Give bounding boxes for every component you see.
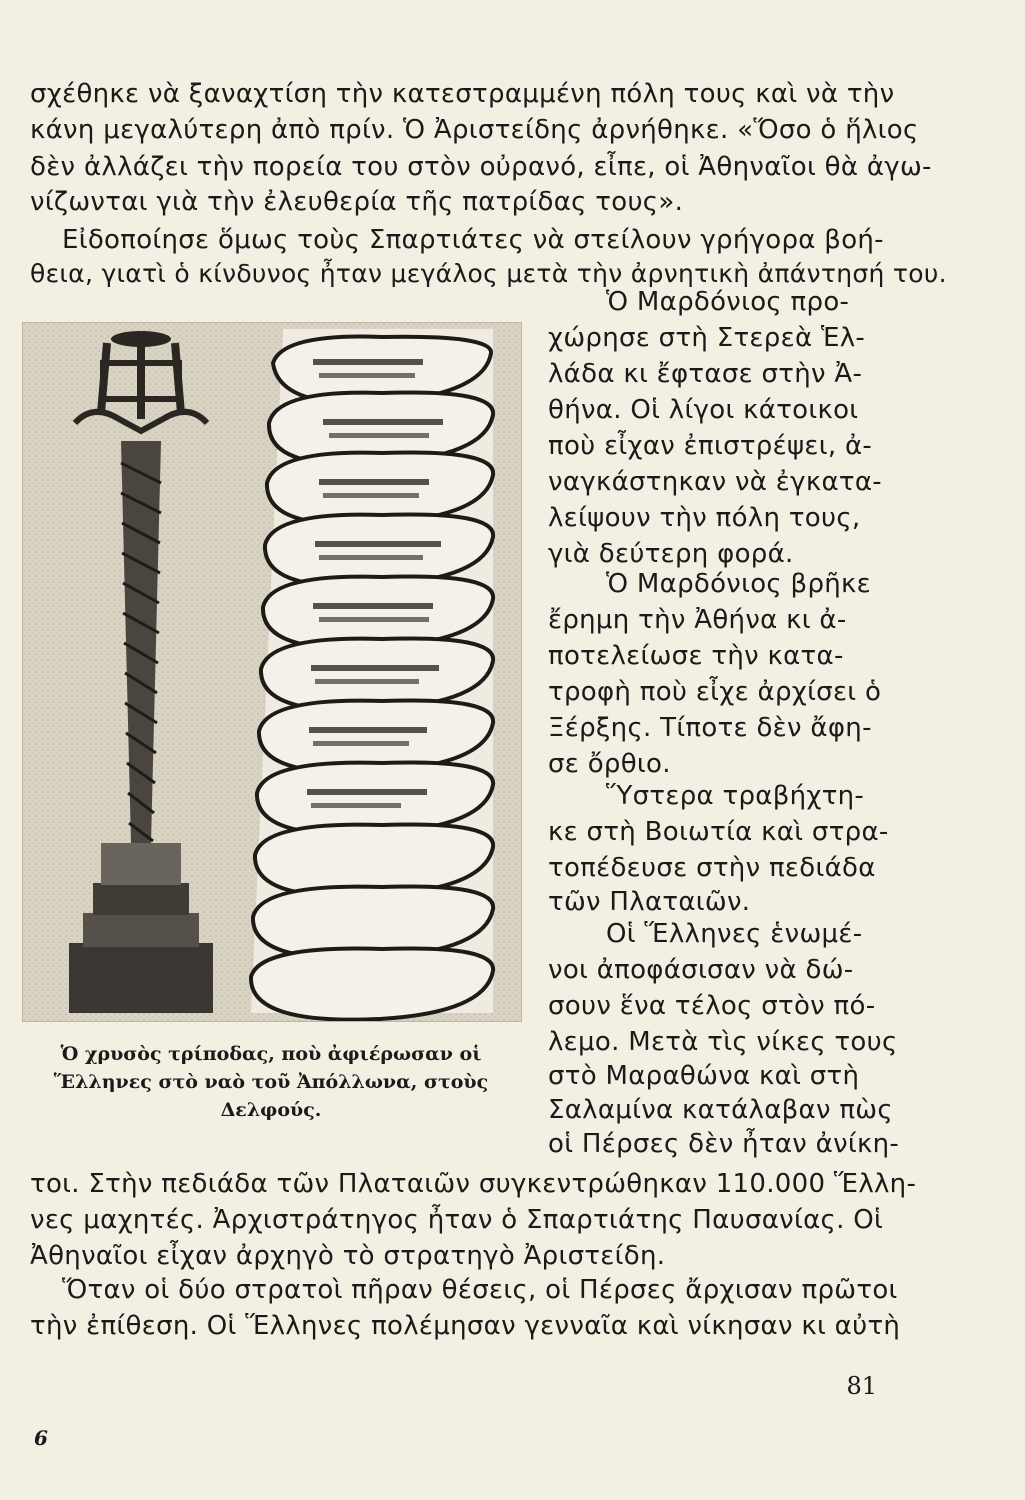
text-line-bottom-5: τὴν ἐπίθεση. Οἱ Ἕλληνες πολέμησαν γενναῖα καὶ νίκησαν κι αὐτὴ xyxy=(30,1311,901,1341)
text-line-top-3: δὲν ἀλλάζει τὴν πορεία του στὸν οὐρανό, εἶπε, οἱ Ἀθηναῖοι θὰ ἀγω- xyxy=(30,152,932,182)
column-line-13: Ξέρξης. Τίποτε δὲν ἄφη- xyxy=(548,713,872,743)
figure-caption xyxy=(24,1040,518,1124)
column-line-7: λείψουν τὴν πόλη τους, xyxy=(548,503,861,533)
column-line-8: γιὰ δεύτερη φορά. xyxy=(548,539,794,569)
page-number: 81 xyxy=(846,1372,877,1400)
caption-line-1: Ὁ χρυσὸς τρίποδας, ποὺ ἀφιέρωσαν οἱ xyxy=(60,1043,482,1065)
column-line-19: Οἱ Ἕλληνες ἑνωμέ- xyxy=(606,919,863,949)
serpent-column-figure xyxy=(22,322,522,1022)
column-line-2: χώρησε στὴ Στερεὰ Ἑλ- xyxy=(548,323,866,353)
column-line-5: ποὺ εἶχαν ἐπιστρέψει, ἀ- xyxy=(548,431,873,461)
column-line-1: Ὁ Μαρδόνιος προ- xyxy=(606,287,850,317)
column-line-11: ποτελείωσε τὴν κατα- xyxy=(548,641,844,671)
column-line-6: ναγκάστηκαν νὰ ἐγκατα- xyxy=(548,467,882,497)
column-line-21: σουν ἕνα τέλος στὸν πό- xyxy=(548,991,876,1021)
text-line-top-1: σχέθηκε νὰ ξαναχτίση τὴν κατεστραμμένη πόλη τους καὶ νὰ τὴν xyxy=(30,79,895,109)
caption-line-3: Δελφούς. xyxy=(220,1099,322,1121)
serpent-column-illustration xyxy=(23,323,521,1021)
caption-line-2: Ἕλληνες στὸ ναὸ τοῦ Ἀπόλλωνα, στοὺς xyxy=(53,1071,489,1093)
column-line-23: στὸ Μαραθώνα καὶ στὴ xyxy=(548,1061,860,1091)
column-line-15: Ὕστερα τραβήχτη- xyxy=(606,781,865,811)
text-line-top-2: κάνη μεγαλύτερη ἀπὸ πρίν. Ὁ Ἀριστείδης ἀρνήθηκε. «Ὅσο ὁ ἥλιος xyxy=(30,115,919,145)
column-line-3: λάδα κι ἔφτασε στὴν Ἀ- xyxy=(548,359,863,389)
column-line-14: σε ὄρθιο. xyxy=(548,749,671,779)
serpent-coils-drawing xyxy=(251,329,493,1020)
text-line-top-6: θεια, γιατὶ ὁ κίνδυνος ἦταν μεγάλος μετὰ τὴν ἀρνητικὴ ἀπάντησή του. xyxy=(30,259,947,288)
column-line-16: κε στὴ Βοιωτία καὶ στρα- xyxy=(548,817,889,847)
column-line-18: τῶν Πλαταιῶν. xyxy=(548,887,751,917)
column-line-10: ἔρημη τὴν Ἀθήνα κι ἀ- xyxy=(548,605,847,635)
text-line-bottom-1: τοι. Στὴν πεδιάδα τῶν Πλαταιῶν συγκεντρώθηκαν 110.000 Ἕλλη- xyxy=(30,1169,917,1199)
text-line-top-5: Εἰδοποίησε ὅμως τοὺς Σπαρτιάτες νὰ στείλουν γρήγορα βοή- xyxy=(62,225,884,255)
column-line-25: οἱ Πέρσες δὲν ἦταν ἀνίκη- xyxy=(548,1129,900,1159)
text-line-bottom-3: Ἀθηναῖοι εἶχαν ἀρχηγὸ τὸ στρατηγὸ Ἀριστείδη. xyxy=(30,1241,666,1271)
signature-mark: 6 xyxy=(34,1426,48,1450)
column-line-20: νοι ἀποφάσισαν νὰ δώ- xyxy=(548,955,854,985)
column-line-24: Σαλαμίνα κατάλαβαν πὼς xyxy=(548,1095,893,1125)
text-line-bottom-2: νες μαχητές. Ἀρχιστράτηγος ἦταν ὁ Σπαρτιάτης Παυσανίας. Οἱ xyxy=(30,1205,884,1235)
text-line-bottom-4: Ὅταν οἱ δύο στρατοὶ πῆραν θέσεις, οἱ Πέρσες ἄρχισαν πρῶτοι xyxy=(62,1275,898,1305)
column-line-9: Ὁ Μαρδόνιος βρῆκε xyxy=(606,569,872,599)
column-line-4: θήνα. Οἱ λίγοι κάτοικοι xyxy=(548,395,859,425)
column-line-17: τοπέδευσε στὴν πεδιάδα xyxy=(548,853,876,883)
column-line-12: τροφὴ ποὺ εἶχε ἀρχίσει ὁ xyxy=(548,677,882,707)
column-line-22: λεμο. Μετὰ τὶς νίκες τους xyxy=(548,1027,898,1057)
text-line-top-4: νίζωνται γιὰ τὴν ἐλευθερία τῆς πατρίδας τους». xyxy=(30,187,684,217)
